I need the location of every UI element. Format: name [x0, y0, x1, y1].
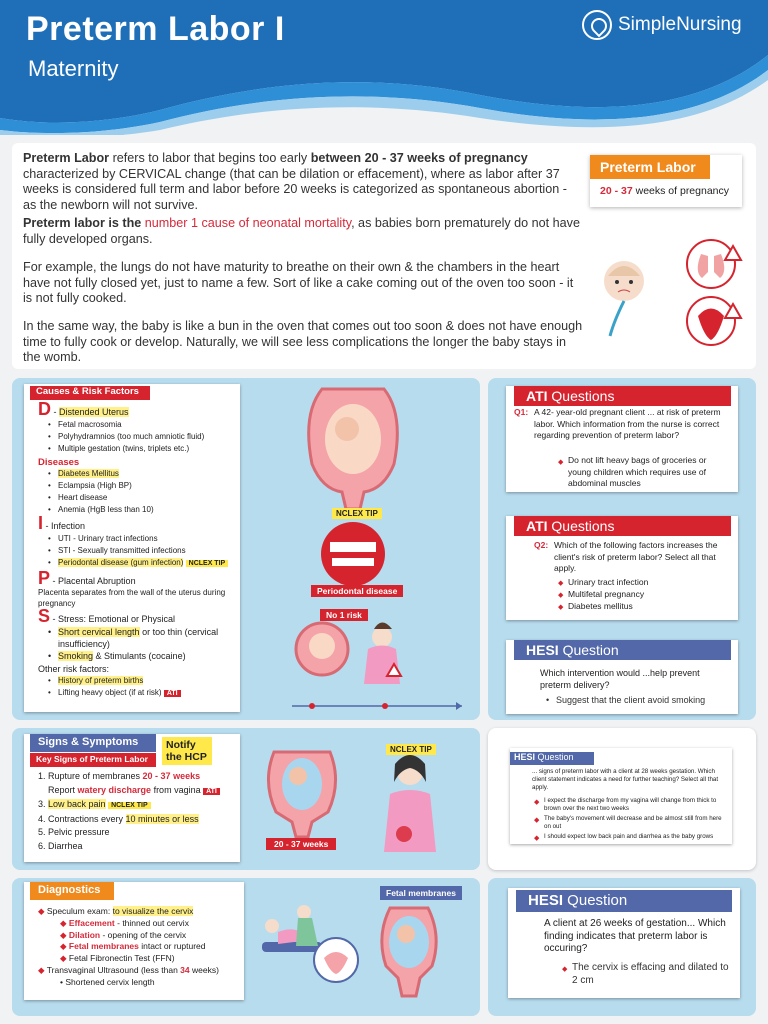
no1-risk-label: No 1 risk: [320, 609, 368, 621]
text: Periodontal disease (gum infection): [58, 557, 184, 567]
nclex-tip-badge: NCLEX TIP: [186, 560, 229, 567]
text: Smoking: [58, 650, 94, 661]
placenta-text: Placenta separates from the wall of the uterus during pregnancy: [38, 588, 226, 608]
list-item: [48, 650, 238, 662]
text: weeks of pregnancy: [632, 185, 730, 197]
list-item: [48, 687, 238, 700]
brand-name: SimpleNursing: [618, 14, 742, 35]
ati-label: ATI: [526, 518, 548, 534]
notify-hcp-badge: Notify the HCP: [162, 737, 212, 765]
hesi-label: HESI: [514, 752, 536, 762]
text: to visualize the cervix: [112, 906, 194, 916]
text: weeks): [192, 964, 219, 975]
stress-label: Stress: Emotional or Physical: [58, 614, 176, 624]
page-subtitle: Maternity: [28, 56, 119, 81]
stethoscope-heart-icon: [582, 10, 612, 40]
ati-q1-tab: [514, 386, 731, 406]
intro-paragraph-1: [23, 151, 583, 213]
text: intact or ruptured: [141, 941, 206, 952]
list-item: 5. Pelvic pressure: [48, 826, 238, 840]
fetal-membranes-label: Fetal membranes: [380, 886, 462, 900]
questions-label: Questions: [547, 518, 615, 534]
text: or too thin (cervical insufficiency): [58, 626, 219, 649]
weeks-range-label: 20 - 37 weeks: [266, 838, 336, 850]
list-item: • Polyhydramnios (too much amniotic fluid): [48, 431, 238, 443]
key-signs-list: [48, 770, 238, 853]
letter-p-row: P - Placental Abruption: [38, 567, 136, 588]
text-highlight: number 1 cause of neonatal mortality: [144, 216, 352, 230]
diagnostics-illustrations: [258, 896, 472, 1012]
hesi-q2-text: ... signs of preterm labor with a client at 28 weeks gestation. Which client statement indicates a need for further teaching? Select all that apply.: [532, 768, 719, 791]
page-title: Preterm Labor I: [26, 10, 285, 48]
infection-label: Infection: [51, 521, 86, 531]
text: characterized by CERVICAL change (that can be dilation or effacement), where as labor after 37 weeks is considered full term and labor before 20 weeks is categorized as spontaneous abortion - as the newborn will not survive.: [23, 166, 567, 212]
answer-item: ◆ Do not lift heavy bags of groceries or young children which requires use of abdominal muscles: [558, 455, 728, 490]
hesi-label: HESI: [528, 892, 564, 909]
header: [0, 0, 768, 135]
question-text: Which of the following factors increases the client's risk of preterm labor? Select all that apply.: [554, 540, 718, 573]
list-item: ◆ Speculum exam: to visualize the cervix: [38, 906, 194, 916]
list-item: [48, 557, 238, 570]
list-item: • Anemia (HgB less than 10): [48, 504, 238, 516]
causes-illustrations: [282, 384, 472, 714]
question-label: Question: [558, 642, 619, 658]
nclex-tip-label: NCLEX TIP: [386, 744, 436, 755]
question-text: A 42- year-old pregnant client ... at risk of preterm labor. Which information from the nurse is correct regarding prevention of preterm labor?: [534, 407, 721, 440]
letter-d-row: D - Distended Uterus: [38, 399, 129, 419]
q-number: Q2:: [534, 540, 549, 550]
answer-item: ◆ I expect the discharge from my vagina will change from thick to brown over the next two weeks: [534, 797, 730, 813]
text: Diabetes Mellitus: [58, 469, 119, 478]
text: - opening of the cervix: [102, 929, 187, 940]
hesi-q1-tab: [514, 640, 731, 660]
text: Rupture of membranes 20 - 37 weeks: [48, 771, 201, 781]
list-item: ◆ Effacement - thinned out cervix: [60, 917, 189, 928]
text: Effacement: [68, 917, 115, 928]
text: Shortened cervix length: [65, 976, 155, 987]
text: History of preterm births: [58, 676, 144, 685]
ati-badge: ATI: [203, 788, 220, 795]
text-bold: between 20 - 37 weeks of pregnancy: [310, 151, 528, 165]
hesi-q3-tab: [516, 890, 732, 912]
placental-abruption-label: Placental Abruption: [58, 575, 136, 586]
text: Lifting heavy object (if at risk): [58, 688, 162, 697]
distended-uterus-label: Distended Uterus: [59, 407, 129, 417]
term-preterm-labor: Preterm Labor: [23, 151, 110, 165]
letter-i: I: [38, 513, 44, 533]
text: Low back pain: [48, 799, 106, 809]
weeks-range: 20 - 37: [600, 185, 633, 197]
letter-p: P: [38, 567, 51, 588]
list-item: • Heart disease: [48, 492, 238, 504]
answer-item: ◆ The cervix is effacing and dilated to 2 cm: [562, 961, 730, 987]
hesi-label: HESI: [526, 642, 559, 658]
card-title: Preterm Labor: [590, 155, 710, 179]
list-item: [48, 468, 238, 480]
question-label: Question: [535, 752, 574, 762]
answer-item: ◆ Urinary tract infection: [558, 576, 728, 588]
list-item: • UTI - Urinary tract infections: [48, 533, 238, 545]
list-item: ◆ Fetal membranes intact or ruptured: [60, 941, 206, 952]
list-item: [48, 770, 238, 784]
text: Speculum exam:: [46, 906, 111, 916]
q-number: Q1:: [514, 407, 529, 417]
letter-d: D: [38, 399, 51, 419]
answer-item: ◆ Multifetal pregnancy: [558, 588, 728, 600]
list-item: [48, 675, 238, 687]
hesi-q1-text: Which intervention would ...help prevent preterm delivery?: [540, 668, 700, 690]
list-item: [48, 784, 238, 799]
intro-paragraph-2: [23, 216, 583, 247]
text: - thinned out cervix: [117, 917, 189, 928]
causes-tab: Causes & Risk Factors: [30, 386, 150, 400]
list-item: • Fetal macrosomia: [48, 419, 238, 431]
baby-organs-illustration: [598, 236, 748, 348]
hesi-q1-answer-list: [546, 694, 732, 706]
answer-item: ◆ Diabetes mellitus: [558, 600, 728, 612]
answer-item: ◆ I should expect low back pain and diarrhea as the baby grows: [534, 833, 730, 841]
ati-q1-text: [514, 407, 730, 442]
diseases-heading: Diseases: [38, 456, 80, 468]
question-label: Question: [563, 892, 628, 909]
list-item: [48, 813, 238, 827]
list-item: ◆ Dilation - opening of the cervix: [60, 929, 187, 940]
text: refers to labor that begins too early: [109, 151, 311, 165]
brand-logo: [582, 10, 742, 40]
key-signs-tab: Key Signs of Preterm Labor: [30, 753, 156, 767]
text: & Stimulants (cocaine): [95, 650, 186, 661]
ati-q2-tab: [514, 516, 731, 536]
hesi-q2-answer-list: [534, 797, 730, 841]
questions-label: Questions: [547, 388, 615, 404]
hesi-q3-text: A client at 26 weeks of gestation... Which finding indicates that preterm labor is occuring?: [544, 918, 726, 954]
letter-s: S: [38, 606, 51, 626]
card-text: [590, 179, 742, 203]
list-item: [48, 626, 238, 650]
list-item: ◆ Transvaginal Ultrasound (less than 34 weeks): [38, 964, 219, 975]
text: Fetal membranes: [68, 941, 139, 952]
text: Short cervical length: [58, 626, 140, 637]
list-item: • STI - Sexually transmitted infections: [48, 545, 238, 557]
list-item: • Multiple gestation (twins, triplets etc.): [48, 443, 238, 455]
list-item: • Shortened cervix length: [60, 976, 155, 987]
answer-item: ◆ The baby's movement will decrease and be almost still from here on out: [534, 815, 730, 831]
letter-s-row: S - Stress: Emotional or Physical: [38, 606, 176, 626]
preterm-labor-card: [590, 155, 742, 207]
intro-paragraph-3: For example, the lungs do not have maturity to breathe on their own & the chambers in the heart have not fully closed yet, just to name a few. Sort of like a cake coming out of the oven too soon - it is not fully cooked.: [23, 260, 574, 305]
letter-i-row: I - Infection: [38, 513, 86, 533]
diagnostics-list: [38, 906, 242, 989]
periodontal-label: Periodontal disease: [311, 585, 403, 597]
other-risk-heading: Other risk factors:: [38, 663, 110, 674]
diagnostics-tab: Diagnostics: [30, 882, 114, 900]
causes-list: [38, 399, 238, 700]
answer-item: • Suggest that the client avoid smoking: [546, 694, 732, 706]
text: Fetal Fibronectin Test (FFN): [68, 953, 175, 964]
nclex-tip-badge: NCLEX TIP: [108, 802, 151, 809]
ati-badge: ATI: [164, 690, 181, 697]
text: 34: [180, 964, 190, 975]
hesi-q2-tab: [510, 752, 594, 765]
text-bold: Preterm labor is the: [23, 216, 145, 230]
text: Dilation: [68, 929, 101, 940]
text: Report watery discharge from vagina: [48, 784, 201, 795]
signs-tab: Signs & Symptoms: [30, 734, 156, 752]
list-item: ◆ Fetal Fibronectin Test (FFN): [60, 953, 175, 964]
text: Transvaginal Ultrasound (less than: [46, 964, 178, 975]
nclex-tip-label: NCLEX TIP: [332, 508, 382, 519]
hesi-q3-answer-list: [562, 961, 730, 987]
text: Contractions every 10 minutes or less: [48, 813, 199, 824]
list-item: [48, 798, 238, 813]
ati-q2-text: [534, 540, 726, 575]
ati-q1-answer-list: [558, 455, 728, 490]
ati-label: ATI: [526, 388, 548, 404]
list-item: • Eclampsia (High BP): [48, 480, 238, 492]
list-item: 6. Diarrhea: [48, 840, 238, 854]
intro-paragraph-4: In the same way, the baby is like a bun in the oven that comes out too soon & does not have enough time to fully cook or develop. Naturally, we will see less complications the longer the baby stays in the womb.: [23, 319, 583, 364]
text: , as babies born prematurely do not have fully developed organs.: [23, 216, 580, 246]
ati-q2-answer-list: [558, 576, 728, 612]
